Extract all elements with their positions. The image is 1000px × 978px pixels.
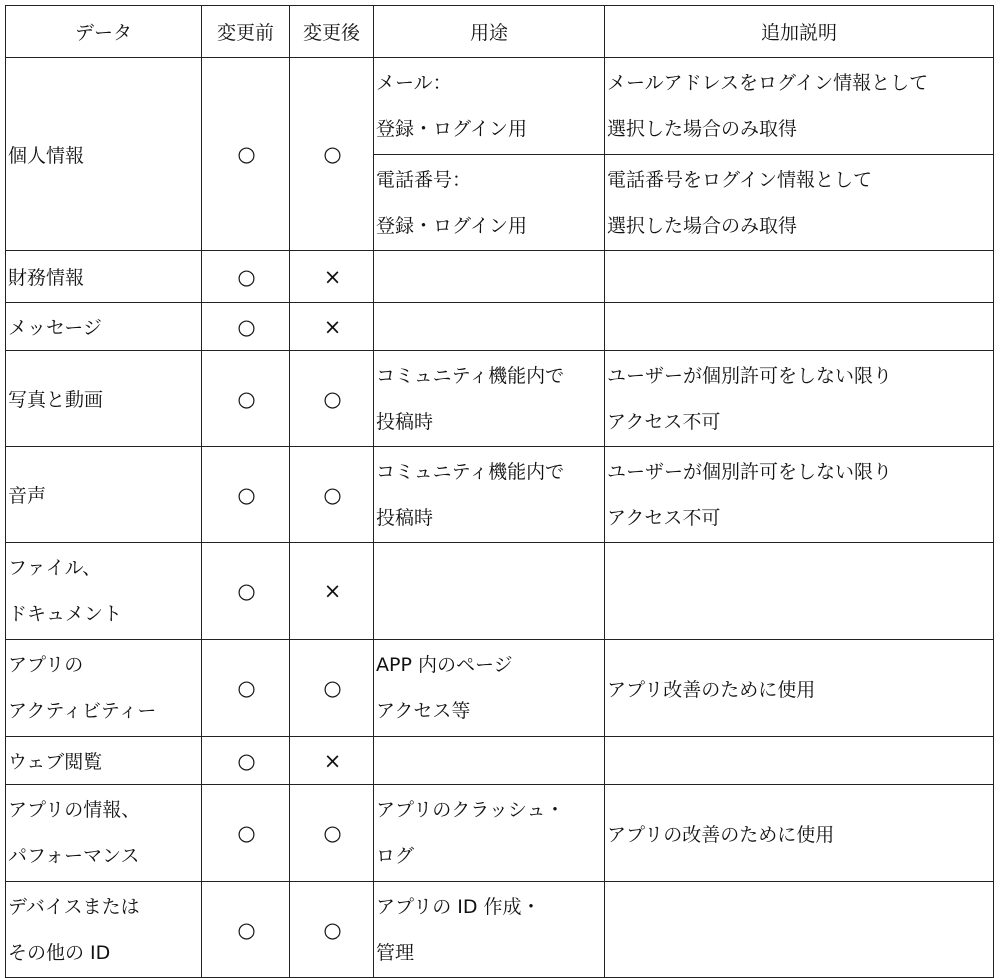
- purpose-cell: APP 内のページ アクセス等: [374, 640, 605, 737]
- after-mark: ×: [290, 251, 374, 303]
- purpose-cell: コミュニティ機能内で 投稿時: [374, 447, 605, 543]
- data-cell: アプリの アクティビティー: [6, 640, 202, 737]
- before-mark: ○: [202, 58, 290, 251]
- purpose-cell: メール： 登録・ログイン用: [374, 58, 605, 155]
- note-cell: [605, 543, 994, 640]
- table-row: [6, 251, 994, 303]
- table-row: [6, 351, 994, 447]
- header-after: 変更後: [290, 6, 374, 58]
- table-row: [6, 640, 994, 737]
- note-cell: [605, 882, 994, 978]
- note-cell: ユーザーが個別許可をしない限り アクセス不可: [605, 447, 994, 543]
- data-cell: 音声: [6, 447, 202, 543]
- table-row: [6, 303, 994, 351]
- note-cell: アプリ改善のために使用: [605, 640, 994, 737]
- purpose-cell: [374, 251, 605, 303]
- header-purpose: 用途: [374, 6, 605, 58]
- after-mark: ○: [290, 351, 374, 447]
- before-mark: ○: [202, 882, 290, 978]
- data-cell: アプリの情報、 パフォーマンス: [6, 785, 202, 882]
- data-cell: 財務情報: [6, 251, 202, 303]
- purpose-cell: アプリの ID 作成・ 管理: [374, 882, 605, 978]
- data-cell: ファイル、 ドキュメント: [6, 543, 202, 640]
- header-data: データ: [6, 6, 202, 58]
- after-mark: ×: [290, 543, 374, 640]
- note-cell: [605, 251, 994, 303]
- purpose-cell: [374, 543, 605, 640]
- header-note: 追加説明: [605, 6, 994, 58]
- before-mark: ○: [202, 785, 290, 882]
- data-cell: デバイスまたは その他の ID: [6, 882, 202, 978]
- after-mark: ×: [290, 303, 374, 351]
- table-row: [6, 737, 994, 785]
- before-mark: ○: [202, 447, 290, 543]
- data-cell: ウェブ閲覧: [6, 737, 202, 785]
- after-mark: ○: [290, 58, 374, 251]
- data-cell: メッセージ: [6, 303, 202, 351]
- purpose-cell: コミュニティ機能内で 投稿時: [374, 351, 605, 447]
- purpose-cell: アプリのクラッシュ・ ログ: [374, 785, 605, 882]
- note-cell: [605, 303, 994, 351]
- before-mark: ○: [202, 737, 290, 785]
- note-cell: [605, 737, 994, 785]
- after-mark: ×: [290, 737, 374, 785]
- header-before: 変更前: [202, 6, 290, 58]
- purpose-cell: [374, 303, 605, 351]
- header-row: [6, 6, 994, 58]
- data-cell: 個人情報: [6, 58, 202, 251]
- after-mark: ○: [290, 447, 374, 543]
- note-cell: ユーザーが個別許可をしない限り アクセス不可: [605, 351, 994, 447]
- after-mark: ○: [290, 785, 374, 882]
- after-mark: ○: [290, 640, 374, 737]
- table-row: [6, 785, 994, 882]
- table-row: [6, 447, 994, 543]
- before-mark: ○: [202, 303, 290, 351]
- after-mark: ○: [290, 882, 374, 978]
- before-mark: ○: [202, 251, 290, 303]
- note-cell: アプリの改善のために使用: [605, 785, 994, 882]
- table-row: [6, 882, 994, 978]
- note-cell: メールアドレスをログイン情報として 選択した場合のみ取得: [605, 58, 994, 155]
- data-cell: 写真と動画: [6, 351, 202, 447]
- before-mark: ○: [202, 640, 290, 737]
- before-mark: ○: [202, 543, 290, 640]
- note-cell: 電話番号をログイン情報として 選択した場合のみ取得: [605, 155, 994, 251]
- data-collection-table: [5, 5, 994, 978]
- table-row: [6, 58, 994, 155]
- purpose-cell: [374, 737, 605, 785]
- before-mark: ○: [202, 351, 290, 447]
- purpose-cell: 電話番号： 登録・ログイン用: [374, 155, 605, 251]
- table-row: [6, 543, 994, 640]
